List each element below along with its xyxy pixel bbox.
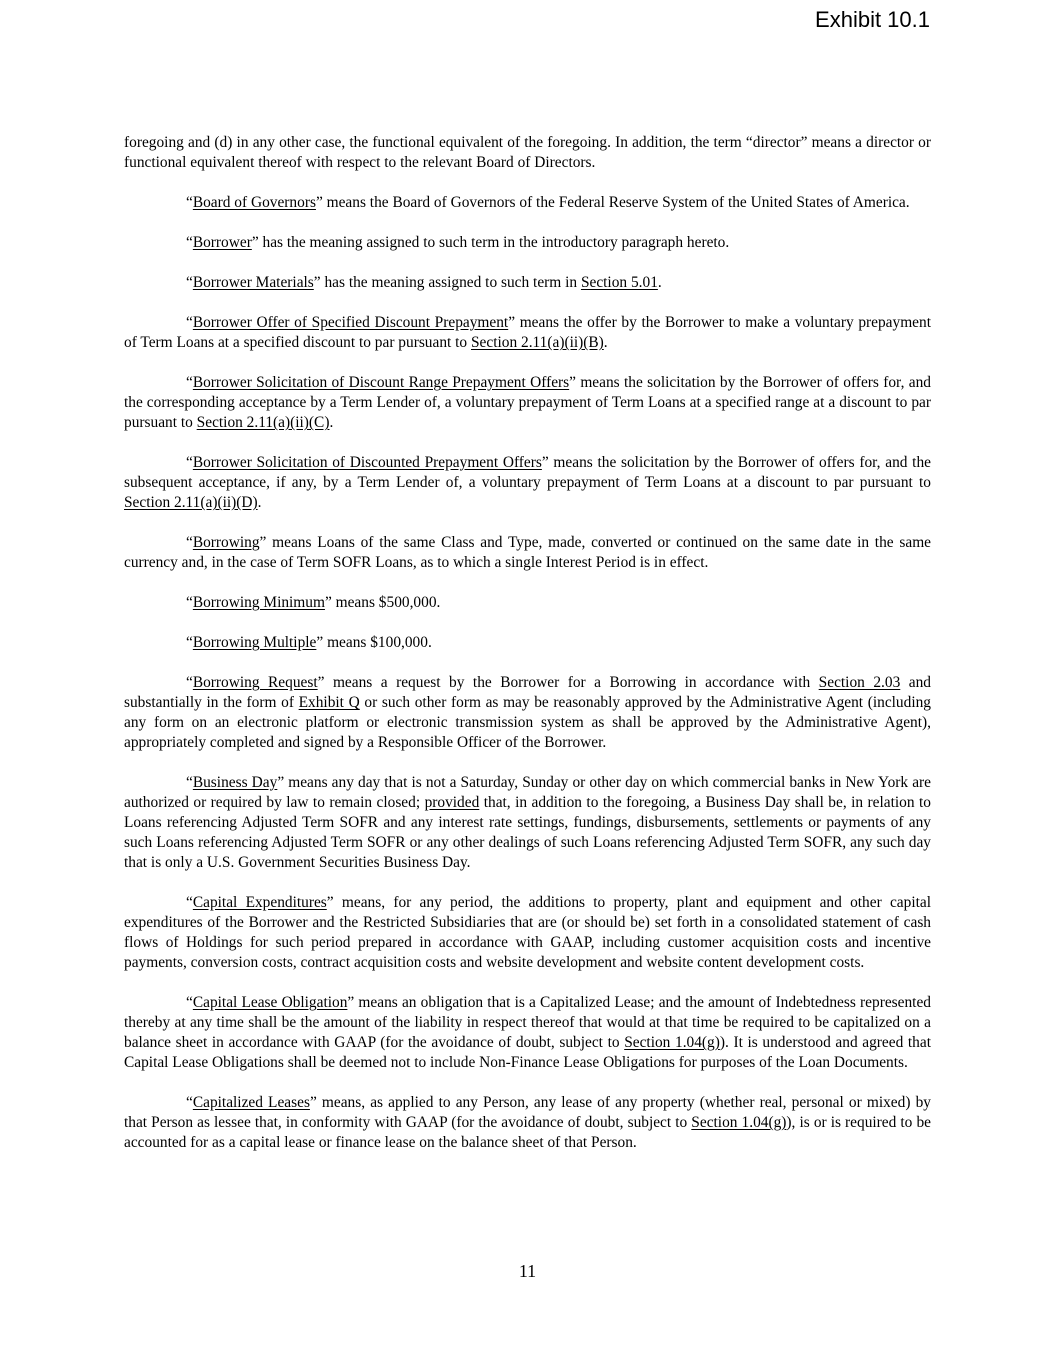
definition-borrowing-request: “Borrowing Request” means a request by the Borrower for a Borrowing in accordance with Section 2.03 and substantially in the form of Exhibit Q or such other form as may be reasonably approved by the Administrative Agent (including any form on an electronic platform or electronic transmission system as shall be approved by the Administrative Agent), appropriately completed and signed by a Responsible Officer of the Borrower. <box>124 674 931 751</box>
defined-term: Borrower Offer of Specified Discount Prepayment <box>192 314 509 331</box>
definition-borrower-offer: “Borrower Offer of Specified Discount Prepayment” means the offer by the Borrower to make a voluntary prepayment of Term Loans at a specified discount to par pursuant to Section 2.11(a)(ii)(B). <box>124 314 931 351</box>
page-number: 11 <box>518 1261 537 1281</box>
exhibit-label: Exhibit 10.1 <box>815 7 930 32</box>
definition-borrowing-multiple: “Borrowing Multiple” means $100,000. <box>186 634 432 651</box>
defined-term: Borrowing Multiple <box>192 634 317 651</box>
document-body <box>124 133 931 1173</box>
definition-capitalized-leases: “Capitalized Leases” means, as applied to any Person, any lease of any property (whether real, personal or mixed) by that Person as lessee that, in conformity with GAAP (for the avoidance of doubt, subject to Section 1.04(g)), is or is required to be accounted for as a capital lease or finance lease on the balance sheet of that Person. <box>124 1094 931 1151</box>
definition-borrower-materials: “Borrower Materials” has the meaning assigned to such term in Section 5.01. <box>186 274 662 291</box>
defined-term: Borrowing Minimum <box>192 594 325 611</box>
definition-board-of-governors: “Board of Governors” means the Board of Governors of the Federal Reserve System of the United States of America. <box>186 194 910 211</box>
defined-term: Borrowing <box>192 534 260 551</box>
definition-business-day: “Business Day” means any day that is not a Saturday, Sunday or other day on which commercial banks in New York are authorized or required by law to remain closed; provided that, in addition to the foregoing, a Business Day shall be, in relation to Loans referencing Adjusted Term SOFR and any interest rate settings, fundings, disbursements, settlements or payments of any such Loans referencing Adjusted Term SOFR or any other dealings of such Loans referencing Adjusted Term SOFR, any such day that is only a U.S. Government Securities Business Day. <box>124 774 931 871</box>
defined-term: Borrower Solicitation of Discounted Prepayment Offers <box>192 454 542 471</box>
section-reference: Section 5.01 <box>580 274 658 291</box>
section-reference: Section 1.04(g) <box>691 1114 787 1131</box>
defined-term: Capital Lease Obligation <box>192 994 348 1011</box>
definition-borrower-solicitation-range: “Borrower Solicitation of Discount Range Prepayment Offers” means the solicitation by the Borrower of offers for, and the corresponding acceptance by a Term Lender of, a voluntary prepayment of Term Loans at a specified range at a discount to par pursuant to Section 2.11(a)(ii)(C). <box>124 374 931 431</box>
section-reference: Section 2.11(a)(ii)(B) <box>470 334 604 351</box>
defined-term: Capital Expenditures <box>192 894 327 911</box>
definition-capital-expenditures: “Capital Expenditures” means, for any period, the additions to property, plant and equipment and other capital expenditures of the Borrower and the Restricted Subsidiaries that are (or should be) set forth in a consolidated statement of cash flows of Holdings for such period prepared in accordance with GAAP, including customer acquisition costs and incentive payments, conversion costs, contract acquisition costs and website development and website content development costs. <box>124 894 931 971</box>
defined-term: Borrower Materials <box>192 274 314 291</box>
section-reference: Section 2.11(a)(ii)(C) <box>196 414 330 431</box>
intro-paragraph: foregoing and (d) in any other case, the functional equivalent of the foregoing. In addition, the term “director” means a director or functional equivalent thereof with respect to the relevant Board of Directors. <box>124 134 931 171</box>
exhibit-reference: Exhibit Q <box>298 694 360 711</box>
section-reference: Section 1.04(g) <box>624 1034 720 1051</box>
definition-borrower-solicitation-discounted: “Borrower Solicitation of Discounted Prepayment Offers” means the solicitation by the Borrower of offers for, and the subsequent acceptance, if any, by a Term Lender of, a voluntary prepayment of Term Loans at a discount to par pursuant to Section 2.11(a)(ii)(D). <box>124 454 931 511</box>
defined-term: Board of Governors <box>192 194 316 211</box>
definition-borrower: “Borrower” has the meaning assigned to such term in the introductory paragraph hereto. <box>186 234 730 251</box>
definition-borrowing: “Borrowing” means Loans of the same Class and Type, made, converted or continued on the same date in the same currency and, in the case of Term SOFR Loans, as to which a single Interest Period is in effect. <box>124 534 931 571</box>
section-reference: Section 2.03 <box>818 674 901 691</box>
definition-capital-lease-obligation: “Capital Lease Obligation” means an obligation that is a Capitalized Lease; and the amount of Indebtedness represented thereby at any time shall be the amount of the liability in respect thereof that would at that time be required to be capitalized on a balance sheet in accordance with GAAP (for the avoidance of doubt, subject to Section 1.04(g)). It is understood and agreed that Capital Lease Obligations shall be deemed not to include Non-Finance Lease Obligations for purposes of the Loan Documents. <box>124 994 931 1071</box>
defined-term: Capitalized Leases <box>192 1094 310 1111</box>
defined-term: Borrower <box>192 234 252 251</box>
definition-borrowing-minimum: “Borrowing Minimum” means $500,000. <box>186 594 441 611</box>
proviso-term: provided <box>424 794 480 811</box>
defined-term: Business Day <box>192 774 278 791</box>
section-reference: Section 2.11(a)(ii)(D) <box>124 494 258 511</box>
defined-term: Borrower Solicitation of Discount Range Prepayment Offers <box>192 374 570 391</box>
defined-term: Borrowing Request <box>192 674 318 691</box>
